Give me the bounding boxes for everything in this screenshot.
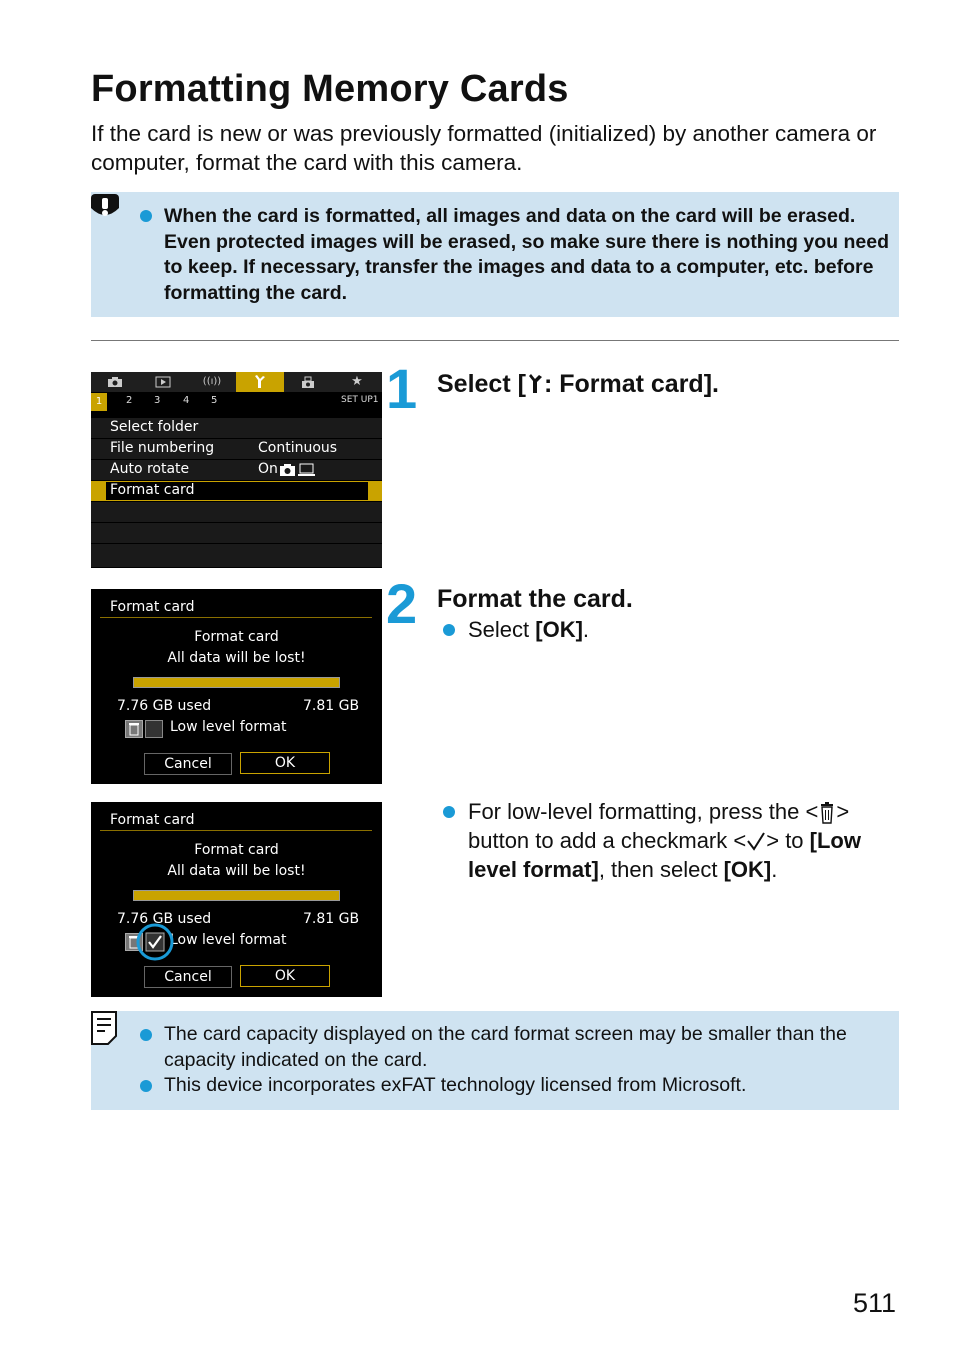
- menu-row-label: Auto rotate: [110, 461, 190, 477]
- menu-row-auto-rotate: [91, 460, 382, 481]
- ok-button[interactable]: OK: [240, 965, 330, 987]
- dialog-title: Format card: [110, 812, 195, 828]
- step-2-text-ok: [OK]: [535, 617, 583, 642]
- note-bullet: [140, 1029, 152, 1041]
- tip-part5: .: [771, 857, 778, 882]
- set-label: SET UP1: [341, 395, 379, 405]
- checkmark-icon: [746, 831, 766, 851]
- custom-icon: [284, 372, 332, 392]
- caution-bullet: [140, 210, 152, 222]
- dialog-heading: Format card: [194, 842, 279, 858]
- menu-row-empty: [91, 544, 382, 568]
- caution-text: When the card is formatted, all images and data on the card will be erased. Even protected images will be erased, so make sure there is nothing you need to keep. If necessary, transfer the images and data to a computer, etc. before formatting the card.: [164, 205, 889, 304]
- tip-part2: > button to add a checkmark <: [468, 799, 850, 853]
- note-bullet: [140, 1080, 152, 1092]
- step-2-number: 2: [386, 572, 418, 635]
- section-divider: [91, 340, 899, 341]
- cancel-button[interactable]: Cancel: [144, 753, 232, 775]
- trash-icon: [818, 802, 836, 824]
- dialog-divider: [100, 830, 372, 831]
- subtab-4: 4: [183, 395, 190, 406]
- menu-row-label: Select folder: [110, 419, 199, 435]
- setup-icon: [236, 372, 284, 392]
- playback-icon: [139, 372, 187, 392]
- menu-row-format-card[interactable]: [91, 481, 382, 502]
- menu-row-label: Format card: [110, 482, 195, 498]
- page-number: 511: [853, 1288, 897, 1318]
- step-2-text: [468, 615, 589, 644]
- menu-row-file-numbering: [91, 439, 382, 460]
- setup-icon: [526, 374, 544, 394]
- note-1: The card capacity displayed on the card format screen may be smaller than the capacity indicated on the card.: [164, 1023, 847, 1071]
- subtab-5: 5: [211, 395, 218, 406]
- format-dialog-screen: [91, 589, 382, 784]
- intro-text: If the card is new or was previously formatted (initialized) by another camera or computer, format the card with this camera.: [91, 121, 877, 175]
- trash-icon: [125, 720, 143, 738]
- total-space: 7.81 GB: [303, 698, 360, 714]
- subtab-1: 1: [91, 393, 107, 411]
- used-space: 7.76 GB used: [117, 911, 212, 927]
- used-space: 7.76 GB used: [117, 698, 212, 714]
- tip-part1: For low-level formatting, press the <: [468, 799, 819, 824]
- step-2-title: Format the card.: [437, 585, 633, 613]
- low-level-checkbox[interactable]: [145, 720, 163, 738]
- step-2-text-plain: Select: [468, 617, 536, 642]
- menu-row-empty: [91, 502, 382, 523]
- menu-row-value: Continuous: [258, 440, 338, 456]
- dialog-heading: Format card: [194, 629, 279, 645]
- star-icon: ★: [351, 374, 363, 389]
- ok-button[interactable]: OK: [240, 752, 330, 774]
- tip-part3: > to: [766, 828, 810, 853]
- dialog-title: Format card: [110, 599, 195, 615]
- step-1-title-suffix: : Format card].: [543, 370, 719, 398]
- memo-icon: [91, 1011, 117, 1045]
- caution-icon: [91, 192, 119, 222]
- step-1-title-prefix: Select [: [437, 370, 526, 398]
- menu-row-value: On: [258, 461, 278, 477]
- menu-row-empty: [91, 523, 382, 544]
- menu-subtabs: [91, 392, 382, 414]
- wireless-icon: ((ı)): [202, 376, 222, 387]
- menu-row-label: File numbering: [110, 440, 215, 456]
- menu-tabs: [91, 372, 382, 392]
- card-usage-bar: [133, 677, 340, 688]
- step-1-number: 1: [386, 357, 418, 420]
- subtab-2: 2: [126, 395, 133, 406]
- camera-icon: [91, 372, 139, 392]
- low-level-label: Low level format: [170, 932, 287, 948]
- menu-row-select-folder: [91, 418, 382, 439]
- card-usage-bar: [133, 890, 340, 901]
- lowlevel-tip: [468, 797, 903, 884]
- page-title: Formatting Memory Cards: [91, 68, 569, 110]
- subtab-3: 3: [154, 395, 161, 406]
- rotate-camera-computer-icon: [279, 463, 317, 477]
- step-2-text-end: .: [582, 617, 590, 642]
- dialog-warning: All data will be lost!: [167, 863, 306, 879]
- menu-screen: [91, 372, 382, 567]
- format-dialog-checked-screen: [91, 802, 382, 997]
- tip-part4: , then select: [598, 857, 724, 882]
- tip-bold-low-level: [Low level format]: [468, 828, 861, 882]
- step-1-title: [437, 370, 719, 399]
- total-space: 7.81 GB: [303, 911, 360, 927]
- cancel-button[interactable]: Cancel: [144, 966, 232, 988]
- low-level-label: Low level format: [170, 719, 287, 735]
- checkmark-highlight-icon[interactable]: [136, 923, 174, 961]
- lowlevel-bullet: [443, 806, 455, 818]
- dialog-warning: All data will be lost!: [167, 650, 306, 666]
- step-2-bullet: [443, 624, 455, 636]
- tip-bold-ok: [OK]: [723, 857, 772, 882]
- dialog-divider: [100, 617, 372, 618]
- note-2: This device incorporates exFAT technology licensed from Microsoft.: [164, 1074, 747, 1096]
